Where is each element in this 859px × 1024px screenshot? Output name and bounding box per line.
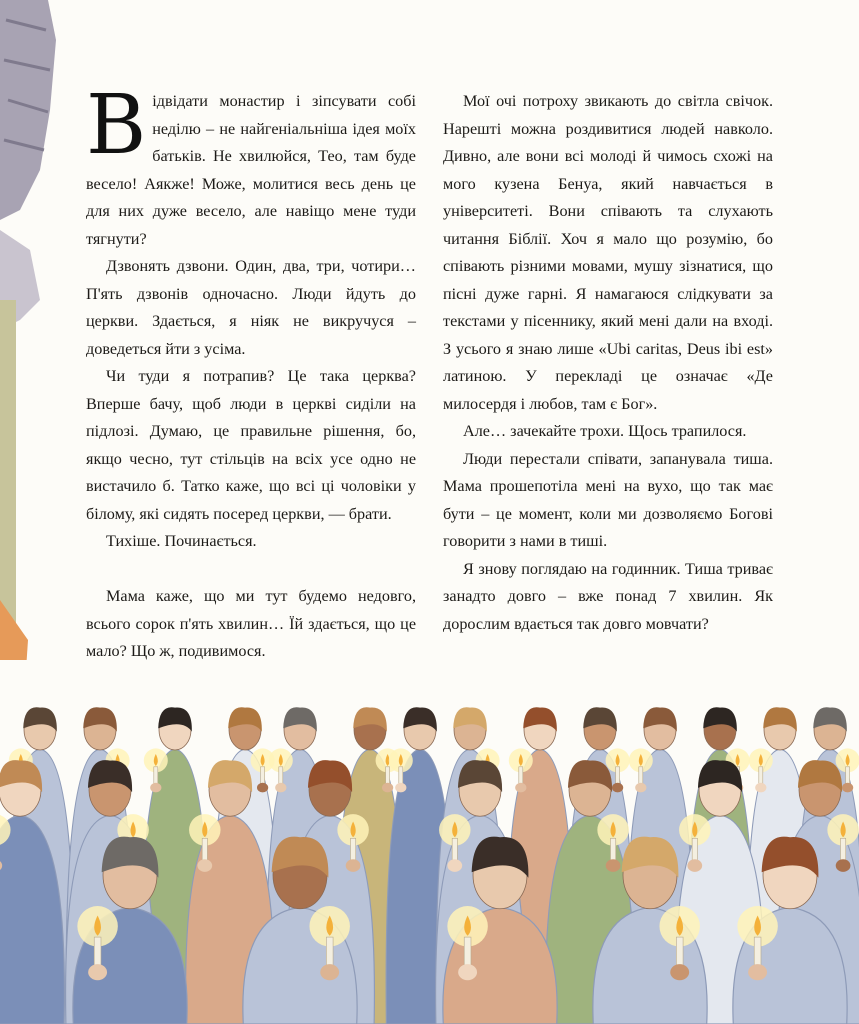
paragraph-text: Я знову поглядаю на годинник. Тиша триває занадто довго – вже понад 7 хвилин. Як дорослим вдається так довго мовчати? <box>443 559 773 633</box>
paragraph <box>86 583 416 666</box>
hand <box>836 859 851 872</box>
hand <box>150 783 161 793</box>
paragraph-text: Мої очі потроху звикають до світла свічок. Нарешті можна роздивитися людей навколо. Дивно, але вони всі молоді й чимось схожі на мого кузена Бенуа, який навчається в університеті. Вони співають та слухають читання Біблії. Хоч я мало що розумію, бо співають різними мовами, мушу зізнатися, що пісні дуже гарні. Я намагаюся слідкувати за текстами у пісеннику, який мені дали на вході. З усього я знаю лише «Ubi caritas, Deus ibi est» латиною. У перекладі це означає «Де милосердя і любов, там є Бог». <box>443 92 773 413</box>
hand <box>275 783 286 793</box>
hand <box>612 783 623 793</box>
paragraph <box>443 556 773 639</box>
hand <box>320 964 339 980</box>
edge-illustration <box>0 0 58 720</box>
paragraph <box>86 528 416 556</box>
hand <box>748 964 767 980</box>
paragraph-text: Люди перестали співати, запанувала тиша. Мама прошепотіла мені на вухо, що так має бути – це момент, коли ми дозволяємо Богові говорити з нами в тиші. <box>443 449 773 550</box>
paragraph-text: Чи туди я потрапив? Це така церква? Вперше бачу, щоб люди в церкві сиділи на підлозі. Думаю, це правильне рішення, бо, якщо чесно, тут стільців на всіх усе одно не вистачило б. Татко каже, що всі ці чоловіки у білому, які сидять посеред церкви, — брати. <box>86 367 416 523</box>
left-text-column <box>86 78 416 666</box>
hand <box>670 964 689 980</box>
hand <box>458 964 477 980</box>
paragraph <box>443 418 773 446</box>
hand <box>755 783 766 793</box>
paragraph-text: ідвідати монастир і зіпсувати собі неділю – не найгеніальніша ідея моїх батьків. Не хвилюйся, Тео, там буде весело! Аякже! Може, молитися весь день це для них дуже весело, але навіщо мене туди тягнути? <box>86 92 416 248</box>
hand <box>635 783 646 793</box>
drop-cap: В <box>86 78 147 173</box>
hand <box>382 783 393 793</box>
paragraph <box>86 78 416 253</box>
crowd-illustration <box>0 660 859 1024</box>
hand <box>257 783 268 793</box>
paragraph <box>86 253 416 363</box>
paragraph-text: Дзвонять дзвони. Один, два, три, чотири… П'ять дзвонів одночасно. Люди йдуть до церкви. Здається, я ніяк не викручуся – доведеться йти з усіма. <box>86 257 416 358</box>
hand <box>687 859 702 872</box>
paragraph <box>86 363 416 528</box>
right-text-column <box>443 88 773 638</box>
paragraph-text: Але… зачекайте трохи. Щось трапилося. <box>463 422 747 440</box>
paragraph-text: Мама каже, що ми тут будемо недовго, всього сорок п'ять хвилин… Їй здається, що це мало? Що ж, подивимося. <box>86 587 416 660</box>
hand <box>395 783 406 793</box>
hand <box>346 859 361 872</box>
paragraph-text: Тихіше. Починається. <box>106 532 257 550</box>
paragraph <box>443 88 773 418</box>
hand <box>447 859 462 872</box>
hand <box>842 783 853 793</box>
hand <box>197 859 212 872</box>
hand <box>88 964 107 980</box>
hand <box>606 859 621 872</box>
hand <box>515 783 526 793</box>
paragraph <box>443 446 773 556</box>
